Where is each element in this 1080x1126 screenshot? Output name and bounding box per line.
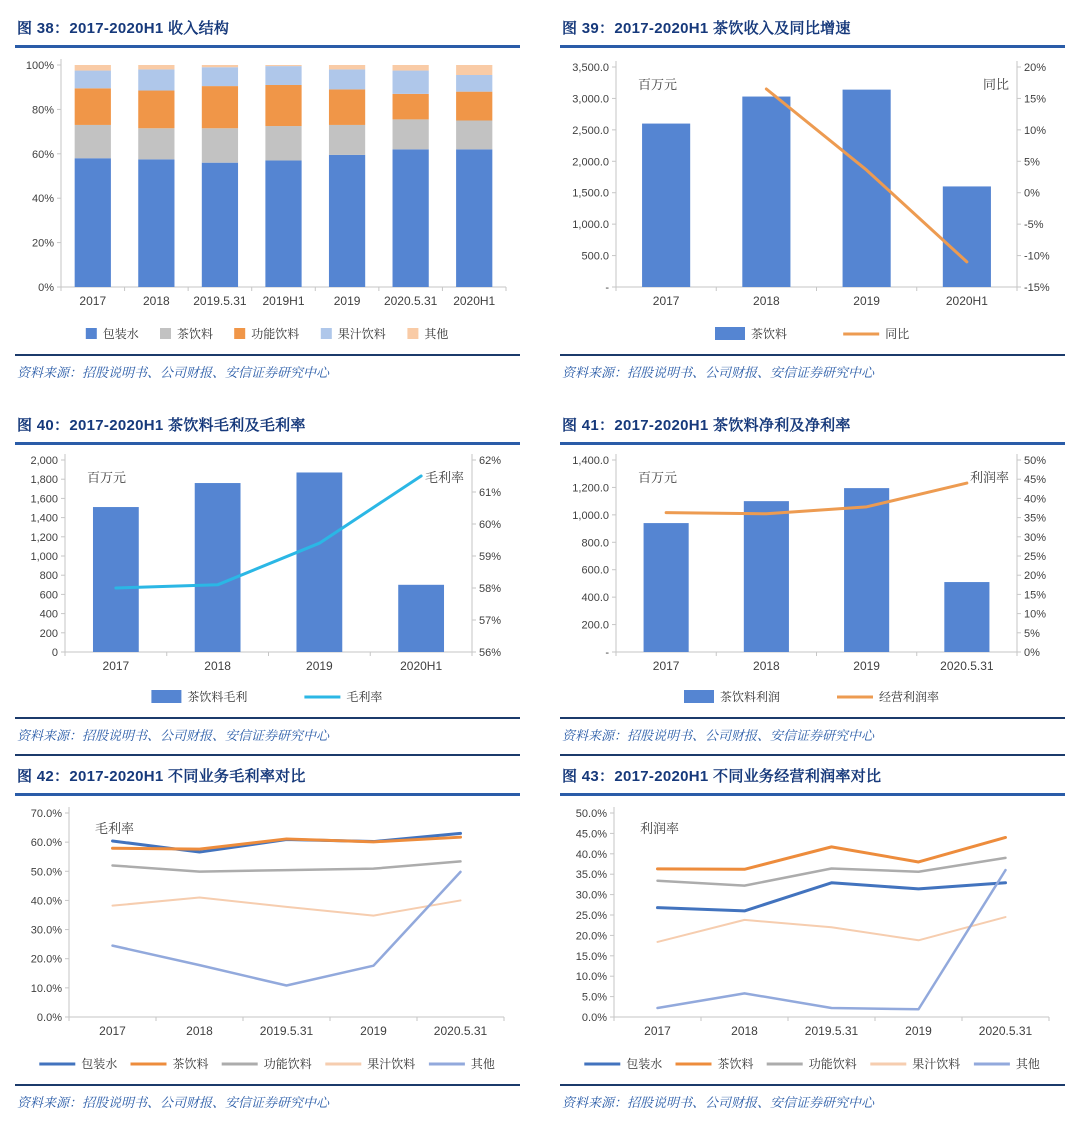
svg-text:35%: 35% [1024, 512, 1047, 525]
svg-text:0%: 0% [1024, 187, 1040, 200]
svg-text:2017: 2017 [644, 1024, 671, 1038]
figure-43-source: 资料来源：招股说明书、公司财报、安信证券研究中心 [560, 1084, 1065, 1113]
figure-38-plot [15, 51, 520, 353]
svg-text:40%: 40% [1024, 493, 1047, 506]
svg-text:其他: 其他 [1015, 1057, 1040, 1071]
svg-text:2020.5.31: 2020.5.31 [383, 294, 438, 308]
figure-42-source: 资料来源：招股说明书、公司财报、安信证券研究中心 [15, 1084, 520, 1113]
svg-text:70.0%: 70.0% [30, 808, 62, 820]
legend [151, 689, 382, 704]
svg-text:-: - [605, 282, 609, 294]
figure-40-plot [15, 448, 520, 716]
svg-text:20%: 20% [1024, 570, 1047, 583]
svg-text:30.0%: 30.0% [30, 924, 62, 937]
svg-text:500.0: 500.0 [581, 250, 609, 263]
y-axis-labels [572, 455, 616, 659]
figure-43-block [560, 754, 1065, 1113]
svg-text:40%: 40% [31, 193, 54, 206]
svg-text:2019: 2019 [306, 659, 333, 673]
svg-text:2020.5.31: 2020.5.31 [978, 1024, 1033, 1038]
y-axis-labels [576, 808, 614, 1024]
y-axis-labels [26, 60, 61, 294]
x-axis-labels [79, 294, 495, 308]
svg-text:2018: 2018 [204, 659, 231, 673]
svg-text:2019: 2019 [360, 1024, 387, 1038]
svg-text:2019: 2019 [853, 294, 880, 308]
figure-38-block [15, 16, 520, 383]
svg-text:2,000: 2,000 [30, 455, 58, 467]
svg-text:1,600: 1,600 [30, 493, 58, 506]
svg-text:2020H1: 2020H1 [945, 294, 988, 308]
svg-text:2018: 2018 [731, 1024, 758, 1038]
svg-text:10.0%: 10.0% [30, 982, 62, 995]
bars [93, 472, 444, 652]
x-axis-labels [644, 1024, 1032, 1038]
svg-text:20.0%: 20.0% [575, 930, 607, 943]
svg-text:35.0%: 35.0% [575, 869, 607, 882]
svg-text:1,000: 1,000 [30, 551, 58, 563]
svg-text:200: 200 [39, 627, 58, 640]
legend [86, 326, 449, 341]
figure-38-source: 资料来源：招股说明书、公司财报、安信证券研究中心 [15, 354, 520, 383]
svg-text:1,000.0: 1,000.0 [572, 509, 609, 522]
figure-41-source: 资料来源：招股说明书、公司财报、安信证券研究中心 [560, 717, 1065, 746]
figure-38-title: 图 38：2017-2020H1 收入结构 [15, 16, 520, 48]
figure-40-chart [15, 445, 520, 716]
svg-text:20%: 20% [1024, 62, 1047, 74]
y-axis-labels [572, 62, 616, 294]
svg-text:1,000.0: 1,000.0 [572, 219, 609, 232]
svg-text:50%: 50% [1024, 455, 1047, 467]
svg-text:30%: 30% [1024, 531, 1047, 544]
svg-text:20.0%: 20.0% [30, 953, 62, 966]
svg-text:茶饮料: 茶饮料 [172, 1057, 209, 1071]
svg-text:茶饮料: 茶饮料 [717, 1057, 754, 1071]
bars [642, 90, 991, 287]
svg-text:-15%: -15% [1024, 282, 1050, 294]
line-series [113, 833, 461, 985]
svg-text:果汁饮料: 果汁饮料 [912, 1057, 961, 1071]
svg-text:3,500.0: 3,500.0 [572, 62, 609, 74]
axis-unit-labels [95, 821, 134, 836]
figure-row-3 [15, 754, 1065, 1113]
axis-unit-labels [638, 77, 1009, 92]
svg-text:100%: 100% [25, 60, 54, 72]
x-axis-labels [653, 659, 994, 673]
svg-text:2019.5.31: 2019.5.31 [259, 1024, 314, 1038]
svg-text:60%: 60% [479, 519, 502, 531]
svg-text:包装水: 包装水 [102, 327, 139, 341]
svg-text:5.0%: 5.0% [581, 991, 607, 1004]
svg-text:0: 0 [51, 647, 58, 659]
svg-text:毛利率: 毛利率 [424, 470, 464, 485]
svg-text:2,000.0: 2,000.0 [572, 156, 609, 169]
svg-text:毛利率: 毛利率 [95, 821, 135, 836]
svg-text:59%: 59% [479, 551, 502, 563]
figure-41-block [560, 413, 1065, 746]
svg-text:60%: 60% [31, 148, 54, 161]
svg-text:包装水: 包装水 [81, 1057, 118, 1071]
svg-text:0%: 0% [38, 282, 54, 294]
figure-40-source: 资料来源：招股说明书、公司财报、安信证券研究中心 [15, 717, 520, 746]
svg-text:2017: 2017 [652, 659, 680, 673]
svg-text:1,500.0: 1,500.0 [572, 187, 609, 200]
svg-text:0.0%: 0.0% [581, 1012, 607, 1024]
figure-41-plot [560, 448, 1065, 716]
svg-text:茶饮料: 茶饮料 [751, 327, 788, 341]
svg-text:5%: 5% [1024, 627, 1040, 640]
svg-text:茶饮料利润: 茶饮料利润 [720, 690, 781, 704]
stacked-bars [75, 65, 493, 287]
svg-text:50.0%: 50.0% [30, 866, 62, 879]
figure-39-source: 资料来源：招股说明书、公司财报、安信证券研究中心 [560, 354, 1065, 383]
svg-text:2019.5.31: 2019.5.31 [804, 1024, 859, 1038]
svg-text:62%: 62% [479, 455, 502, 467]
svg-text:1,200: 1,200 [30, 531, 58, 544]
svg-text:800: 800 [39, 570, 58, 583]
svg-text:2019H1: 2019H1 [262, 294, 305, 308]
svg-text:40.0%: 40.0% [575, 848, 607, 861]
figure-39-block [560, 16, 1065, 383]
svg-text:百万元: 百万元 [87, 470, 127, 485]
svg-text:45.0%: 45.0% [575, 828, 607, 841]
svg-text:1,200.0: 1,200.0 [572, 482, 609, 495]
svg-text:2020H1: 2020H1 [400, 659, 443, 673]
svg-text:1,800: 1,800 [30, 474, 58, 487]
svg-text:同比: 同比 [885, 327, 910, 341]
svg-text:10%: 10% [1024, 124, 1047, 137]
svg-text:50.0%: 50.0% [575, 808, 607, 820]
svg-text:2020.5.31: 2020.5.31 [940, 659, 994, 673]
svg-text:57%: 57% [479, 615, 502, 627]
svg-text:80%: 80% [31, 104, 54, 117]
svg-text:其他: 其他 [470, 1057, 495, 1071]
svg-text:3,000.0: 3,000.0 [572, 93, 609, 106]
svg-text:56%: 56% [479, 647, 502, 659]
axis-unit-labels [640, 821, 679, 836]
svg-text:2017: 2017 [652, 294, 680, 308]
x-axis-labels [103, 659, 443, 673]
svg-text:2019.5.31: 2019.5.31 [193, 294, 247, 308]
svg-text:2018: 2018 [143, 294, 170, 308]
svg-text:茶饮料毛利: 茶饮料毛利 [187, 690, 248, 704]
figure-row-1 [15, 16, 1065, 383]
line-series [666, 483, 967, 514]
svg-text:百万元: 百万元 [638, 77, 678, 92]
svg-text:功能饮料: 功能饮料 [808, 1057, 857, 1071]
y-axis-labels [31, 808, 69, 1024]
svg-text:2018: 2018 [753, 659, 780, 673]
figure-40-block [15, 413, 520, 746]
legend [684, 689, 939, 704]
svg-text:40.0%: 40.0% [30, 895, 62, 908]
line-series [658, 837, 1006, 1009]
svg-text:2017: 2017 [79, 294, 107, 308]
svg-text:400.0: 400.0 [581, 592, 609, 605]
axis-unit-labels [87, 470, 464, 485]
svg-text:10%: 10% [1024, 608, 1047, 621]
svg-text:400: 400 [39, 608, 58, 621]
svg-text:2017: 2017 [99, 1024, 126, 1038]
svg-text:-5%: -5% [1024, 219, 1044, 232]
figure-43-plot [560, 799, 1065, 1083]
svg-text:10.0%: 10.0% [575, 971, 607, 984]
svg-text:20%: 20% [31, 237, 54, 250]
figure-41-title: 图 41：2017-2020H1 茶饮料净利及净利率 [560, 413, 1065, 445]
svg-text:2017: 2017 [102, 659, 130, 673]
right-axis-labels [1017, 454, 1046, 659]
figure-43-chart [560, 796, 1065, 1083]
svg-text:2019: 2019 [333, 294, 361, 308]
svg-text:功能饮料: 功能饮料 [263, 1057, 312, 1071]
svg-text:功能饮料: 功能饮料 [251, 327, 300, 341]
svg-text:-10%: -10% [1024, 250, 1050, 263]
legend [39, 1056, 495, 1071]
svg-text:600.0: 600.0 [581, 564, 609, 577]
right-axis-labels [472, 454, 501, 659]
figure-42-chart [15, 796, 520, 1083]
x-axis-labels [653, 294, 988, 308]
figure-row-2 [15, 413, 1065, 746]
line-series [116, 476, 421, 588]
svg-text:2019: 2019 [853, 659, 880, 673]
svg-text:-: - [605, 647, 609, 659]
figure-42-block [15, 754, 520, 1113]
svg-text:2019: 2019 [905, 1024, 932, 1038]
svg-text:61%: 61% [479, 487, 502, 499]
svg-text:1,400.0: 1,400.0 [572, 455, 609, 467]
x-axis-labels [99, 1024, 487, 1038]
svg-text:2020.5.31: 2020.5.31 [433, 1024, 488, 1038]
svg-text:30.0%: 30.0% [575, 889, 607, 902]
svg-text:45%: 45% [1024, 474, 1047, 487]
svg-text:其他: 其他 [424, 327, 449, 341]
svg-text:58%: 58% [479, 583, 502, 595]
figure-40-title: 图 40：2017-2020H1 茶饮料毛利及毛利率 [15, 413, 520, 445]
svg-text:0.0%: 0.0% [36, 1012, 62, 1024]
figure-39-title: 图 39：2017-2020H1 茶饮收入及同比增速 [560, 16, 1065, 48]
axis-unit-labels [638, 470, 1009, 485]
svg-text:5%: 5% [1024, 156, 1040, 169]
svg-text:15%: 15% [1024, 93, 1047, 106]
svg-text:15.0%: 15.0% [575, 950, 607, 963]
svg-text:25%: 25% [1024, 551, 1047, 563]
svg-text:2020H1: 2020H1 [453, 294, 496, 308]
svg-text:1,400: 1,400 [30, 512, 58, 525]
figure-38-chart [15, 48, 520, 353]
svg-text:60.0%: 60.0% [30, 837, 62, 850]
figure-43-title: 图 43：2017-2020H1 不同业务经营利润率对比 [560, 764, 1065, 796]
svg-text:利润率: 利润率 [969, 470, 1009, 485]
legend [715, 326, 909, 341]
svg-text:果汁饮料: 果汁饮料 [337, 327, 386, 341]
axes [614, 807, 1049, 1021]
svg-text:200.0: 200.0 [581, 619, 609, 632]
right-axis-labels [1017, 61, 1050, 294]
svg-text:0%: 0% [1024, 647, 1040, 659]
figure-41-chart [560, 445, 1065, 716]
svg-text:果汁饮料: 果汁饮料 [367, 1057, 416, 1071]
figure-42-plot [15, 799, 520, 1083]
svg-text:毛利率: 毛利率 [346, 690, 383, 704]
svg-text:茶饮料: 茶饮料 [177, 327, 214, 341]
svg-text:15%: 15% [1024, 589, 1047, 602]
svg-text:2,500.0: 2,500.0 [572, 124, 609, 137]
svg-text:包装水: 包装水 [626, 1057, 663, 1071]
svg-text:2018: 2018 [753, 294, 780, 308]
figure-39-chart [560, 48, 1065, 353]
svg-text:2018: 2018 [186, 1024, 213, 1038]
svg-text:同比: 同比 [982, 77, 1009, 92]
svg-text:25.0%: 25.0% [575, 910, 607, 922]
svg-text:百万元: 百万元 [638, 470, 678, 485]
svg-text:经营利润率: 经营利润率 [879, 690, 940, 704]
y-axis-labels [30, 455, 65, 659]
figure-42-title: 图 42：2017-2020H1 不同业务毛利率对比 [15, 764, 520, 796]
legend [584, 1056, 1040, 1071]
svg-text:600: 600 [39, 589, 58, 602]
figure-39-plot [560, 51, 1065, 353]
svg-text:800.0: 800.0 [581, 537, 609, 550]
svg-text:利润率: 利润率 [640, 821, 680, 836]
